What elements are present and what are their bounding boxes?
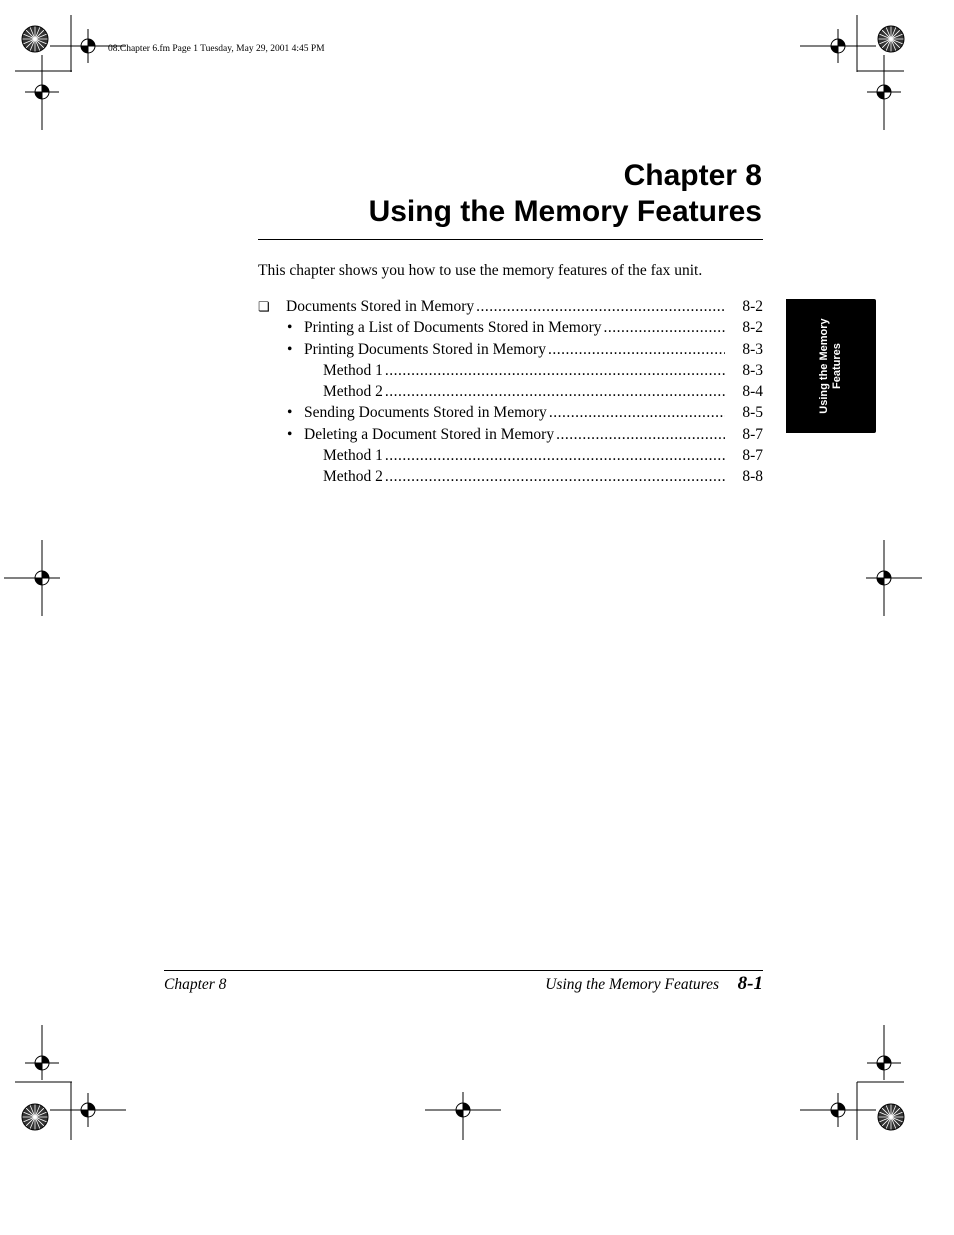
toc-entry[interactable] xyxy=(258,466,763,487)
dot-leader xyxy=(556,424,725,445)
toc-page-number: 8-4 xyxy=(742,383,763,401)
dot-leader xyxy=(385,445,725,466)
starburst-target-icon xyxy=(878,26,904,52)
starburst-target-icon xyxy=(22,1104,48,1130)
title-rule xyxy=(258,239,763,240)
toc-entry-label: Sending Documents Stored in Memory xyxy=(304,404,547,422)
starburst-target-icon xyxy=(22,26,48,52)
table-of-contents xyxy=(258,296,763,488)
toc-entry-label: Printing Documents Stored in Memory xyxy=(304,340,546,358)
toc-entry-label: Deleting a Document Stored in Memory xyxy=(304,425,555,443)
section-tab-label: Using the Memory Features xyxy=(818,318,843,414)
starburst-target-icon xyxy=(878,1104,904,1130)
toc-entry[interactable] xyxy=(258,317,763,338)
dot-leader xyxy=(385,381,725,402)
toc-entry[interactable] xyxy=(258,296,763,317)
footer-page-number: 8-1 xyxy=(737,973,763,994)
section-thumb-tab xyxy=(786,299,876,433)
toc-page-number: 8-3 xyxy=(742,361,763,379)
chapter-intro: This chapter shows you how to use the memory features of the fax unit. xyxy=(258,262,703,279)
toc-entry-label: Method 2 xyxy=(323,468,383,486)
dot-leader xyxy=(385,360,725,381)
toc-entry-label: Method 1 xyxy=(323,361,383,379)
bullet-icon: • xyxy=(287,404,293,422)
toc-entry[interactable] xyxy=(258,424,763,445)
toc-page-number: 8-7 xyxy=(742,425,763,443)
chapter-title: Using the Memory Features xyxy=(368,195,762,228)
dot-leader xyxy=(549,402,725,423)
toc-page-number: 8-8 xyxy=(742,468,763,486)
dot-leader xyxy=(476,296,725,317)
toc-entry[interactable] xyxy=(258,360,763,381)
bullet-icon: • xyxy=(287,340,293,358)
toc-entry[interactable] xyxy=(258,445,763,466)
dot-leader xyxy=(385,466,725,487)
toc-entry-label: Documents Stored in Memory xyxy=(286,298,475,315)
chapter-number: Chapter 8 xyxy=(623,159,762,192)
bullet-icon: • xyxy=(287,425,293,443)
toc-page-number: 8-5 xyxy=(742,404,763,422)
toc-entry[interactable] xyxy=(258,381,763,402)
toc-page-number: 8-2 xyxy=(742,298,763,315)
footer-chapter: Chapter 8 xyxy=(164,976,227,993)
toc-page-number: 8-7 xyxy=(742,447,763,465)
checkbox-bullet-icon: ❏ xyxy=(258,299,270,314)
toc-entry-label: Method 2 xyxy=(323,383,383,401)
dot-leader xyxy=(603,317,725,338)
footer-rule xyxy=(164,970,763,971)
toc-entry[interactable] xyxy=(258,402,763,423)
toc-entry-label: Method 1 xyxy=(323,447,383,465)
bullet-icon: • xyxy=(287,319,293,337)
toc-entry-label: Printing a List of Documents Stored in Memory xyxy=(304,319,602,337)
footer-section-title: Using the Memory Features xyxy=(545,976,719,993)
toc-page-number: 8-2 xyxy=(742,319,763,337)
print-slug: 08.Chapter 6.fm Page 1 Tuesday, May 29, 2001 4:45 PM xyxy=(108,44,325,54)
toc-entry[interactable] xyxy=(258,339,763,360)
toc-page-number: 8-3 xyxy=(742,340,763,358)
dot-leader xyxy=(548,339,725,360)
